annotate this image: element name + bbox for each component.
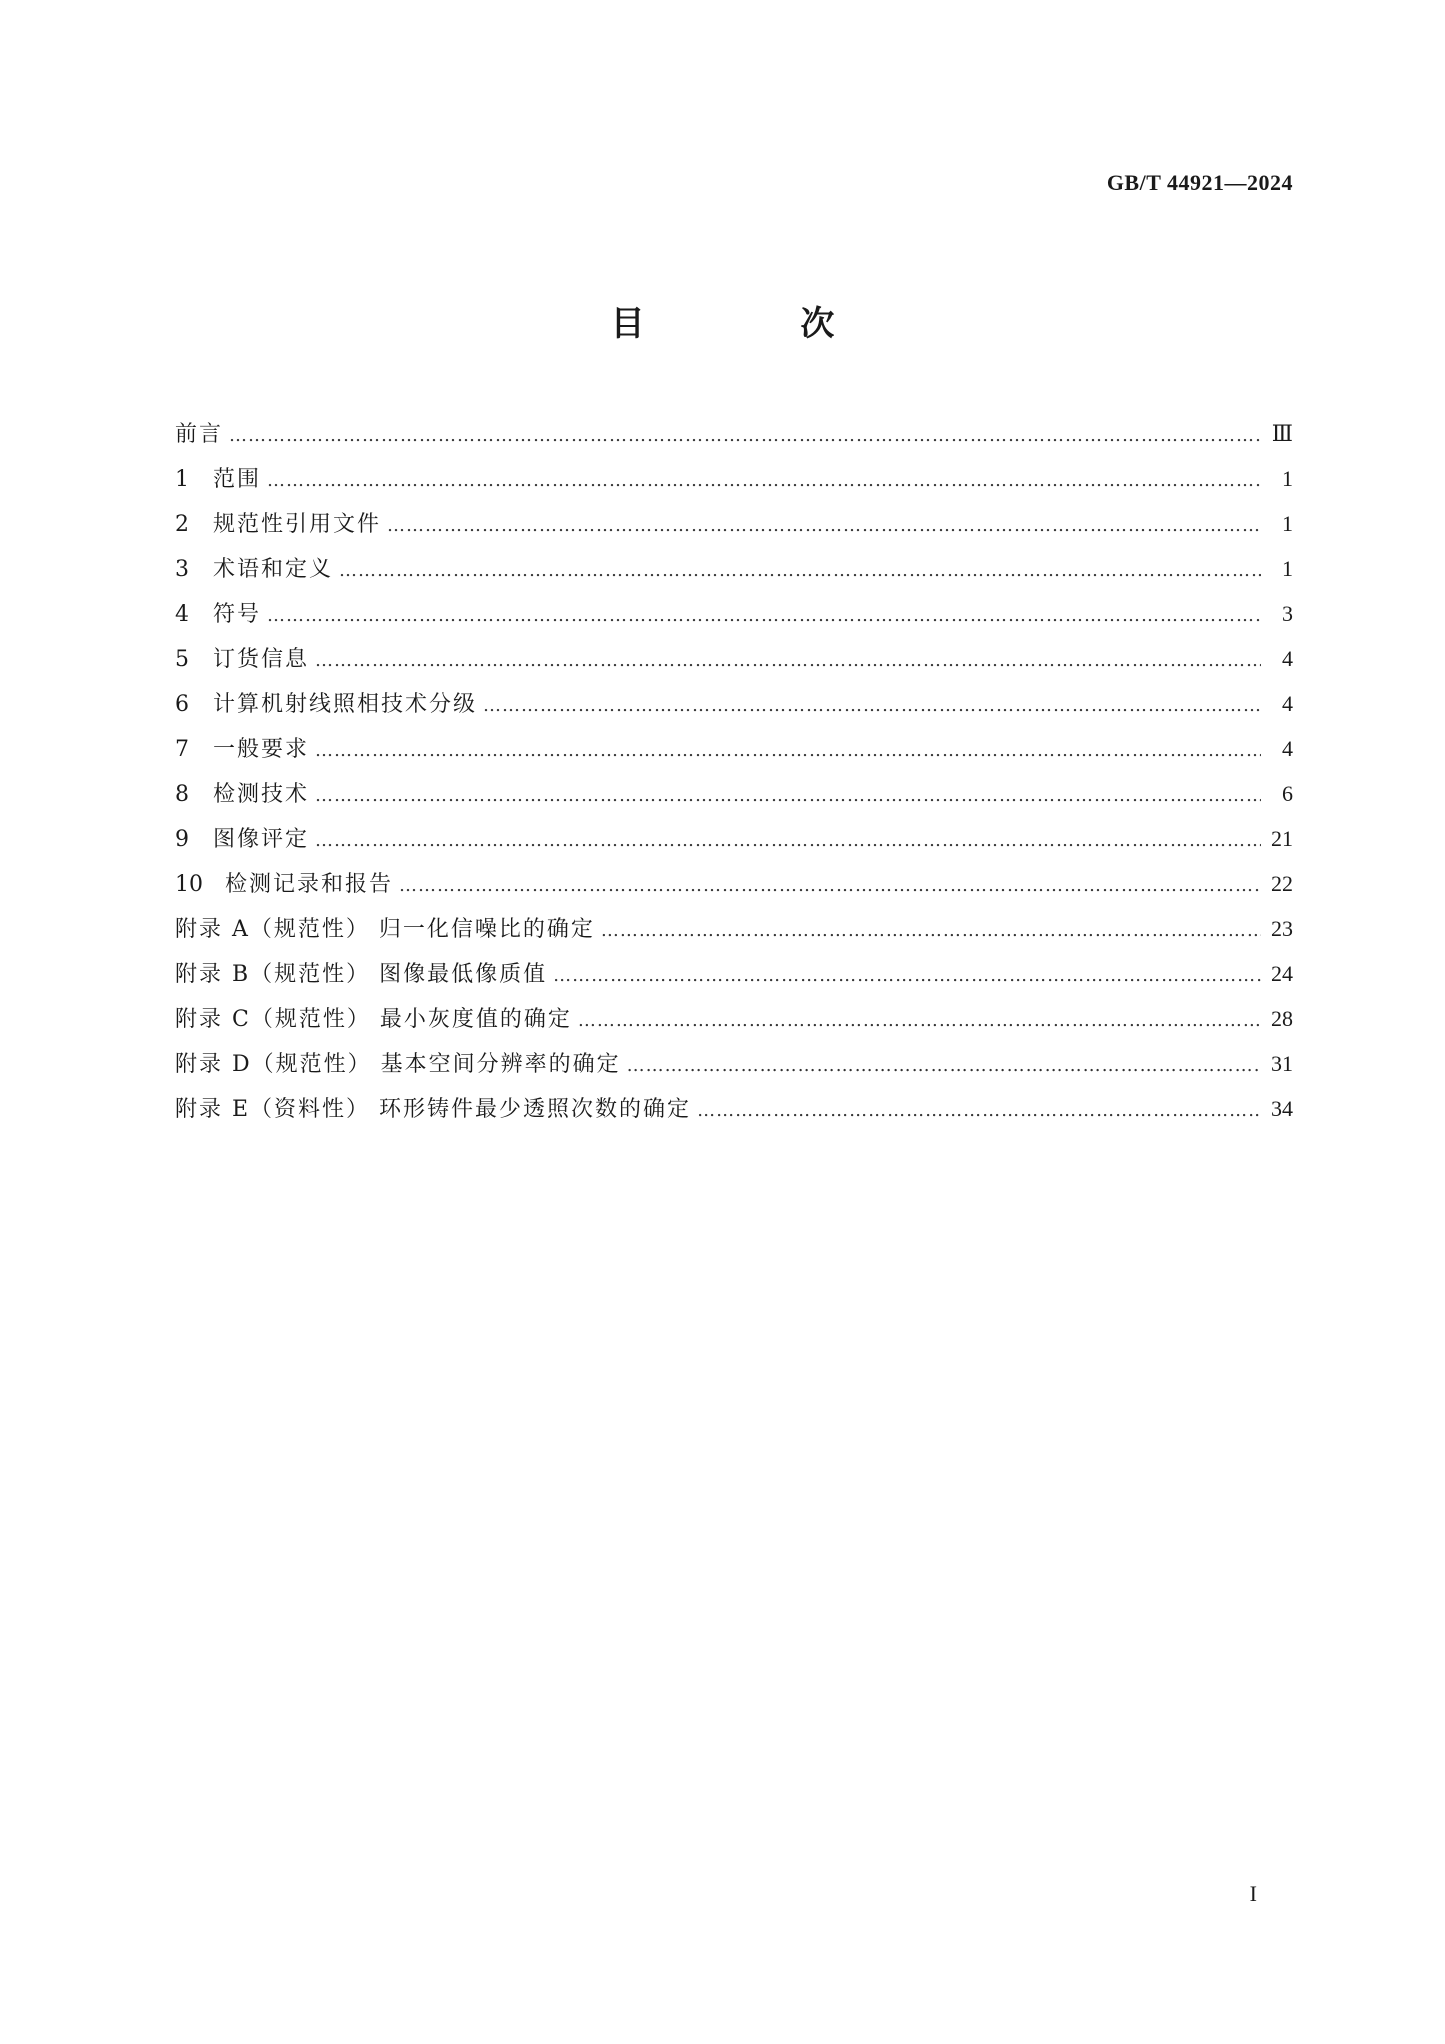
toc-leader-dots — [267, 458, 1261, 503]
toc-entry-page: 6 — [1282, 781, 1293, 806]
toc-entry-page: 4 — [1282, 646, 1293, 671]
toc-entry-number: 1 — [175, 467, 189, 492]
toc-entry-label: 附录 B（规范性） 图像最低像质值 — [175, 962, 548, 987]
toc-leader-dots — [578, 998, 1261, 1043]
toc-entry-label: 附录 E（资料性） 环形铸件最少透照次数的确定 — [175, 1097, 692, 1122]
toc-leader-dots — [553, 953, 1261, 998]
toc-entry-page: 1 — [1282, 466, 1293, 491]
toc-entry-10[interactable] — [175, 861, 1293, 906]
toc-entry-8[interactable] — [175, 771, 1293, 816]
page-title: 目 次 — [610, 304, 907, 344]
toc-entry-page: 1 — [1282, 511, 1293, 536]
toc-entry-label: 一般要求 — [213, 737, 310, 762]
toc-entry-number: 7 — [175, 737, 189, 762]
toc-entry-label: 附录 D（规范性） 基本空间分辨率的确定 — [175, 1052, 621, 1077]
toc-entry-label: 订货信息 — [213, 647, 310, 672]
page-number: I — [1249, 1881, 1257, 1906]
toc-entry-page: 21 — [1271, 826, 1293, 851]
toc-entry-appendix-a[interactable] — [175, 906, 1293, 951]
toc-entry-label: 术语和定义 — [213, 557, 334, 582]
toc-leader-dots — [267, 593, 1261, 638]
toc-entry-2[interactable] — [175, 501, 1293, 546]
toc-entry-7[interactable] — [175, 726, 1293, 771]
toc-entry-appendix-b[interactable] — [175, 951, 1293, 996]
toc-entry-5[interactable] — [175, 636, 1293, 681]
toc-leader-dots — [315, 773, 1261, 818]
standard-number: GB/T 44921—2024 — [1106, 170, 1293, 195]
toc-entry-page: Ⅲ — [1271, 421, 1293, 446]
toc-entry-number: 6 — [175, 692, 189, 717]
toc-entry-number: 8 — [175, 782, 189, 807]
toc-leader-dots — [315, 818, 1261, 863]
toc-entry-number: 3 — [175, 557, 189, 582]
toc-leader-dots — [229, 413, 1261, 458]
toc-entry-appendix-e[interactable] — [175, 1086, 1293, 1131]
toc-entry-4[interactable] — [175, 591, 1293, 636]
toc-entry-label: 计算机射线照相技术分级 — [213, 692, 478, 717]
toc-entry-number: 4 — [175, 602, 189, 627]
toc-entry-page: 3 — [1282, 601, 1293, 626]
toc-entry-appendix-c[interactable] — [175, 996, 1293, 1041]
toc-entry-label: 图像评定 — [213, 827, 310, 852]
toc-leader-dots — [315, 728, 1261, 773]
toc-entry-1[interactable] — [175, 456, 1293, 501]
toc-entry-page: 22 — [1271, 871, 1293, 896]
toc-entry-page: 24 — [1271, 961, 1293, 986]
toc-entry-9[interactable] — [175, 816, 1293, 861]
toc-entry-page: 28 — [1271, 1006, 1293, 1031]
toc-entry-3[interactable] — [175, 546, 1293, 591]
toc-entry-label: 附录 A（规范性） 归一化信噪比的确定 — [175, 917, 595, 942]
toc-entry-label: 检测记录和报告 — [225, 872, 394, 897]
toc-leader-dots — [601, 908, 1261, 953]
toc-entry-number: 10 — [175, 872, 203, 897]
toc-entry-page: 4 — [1282, 736, 1293, 761]
toc-entry-page: 31 — [1271, 1051, 1293, 1076]
toc-leader-dots — [315, 638, 1261, 683]
toc-entry-label: 前言 — [175, 422, 224, 447]
toc-entry-number: 5 — [175, 647, 189, 672]
toc-entry-page: 4 — [1282, 691, 1293, 716]
toc-entry-number: 9 — [175, 827, 189, 852]
toc-entry-page: 34 — [1271, 1096, 1293, 1121]
table-of-contents — [175, 411, 1293, 1131]
toc-leader-dots — [627, 1043, 1261, 1088]
toc-leader-dots — [387, 503, 1261, 548]
toc-leader-dots — [399, 863, 1261, 908]
toc-entry-number: 2 — [175, 512, 189, 537]
toc-entry-label: 检测技术 — [213, 782, 310, 807]
toc-entry-label: 范围 — [213, 467, 262, 492]
toc-entry-page: 23 — [1271, 916, 1293, 941]
toc-entry-label: 附录 C（规范性） 最小灰度值的确定 — [175, 1007, 572, 1032]
toc-entry-label: 规范性引用文件 — [213, 512, 382, 537]
toc-entry-page: 1 — [1282, 556, 1293, 581]
toc-leader-dots — [483, 683, 1261, 728]
toc-leader-dots — [697, 1088, 1261, 1133]
toc-entry-label: 符号 — [213, 602, 262, 627]
toc-entry-foreword[interactable] — [175, 411, 1293, 456]
toc-entry-appendix-d[interactable] — [175, 1041, 1293, 1086]
toc-entry-6[interactable] — [175, 681, 1293, 726]
toc-leader-dots — [339, 548, 1261, 593]
